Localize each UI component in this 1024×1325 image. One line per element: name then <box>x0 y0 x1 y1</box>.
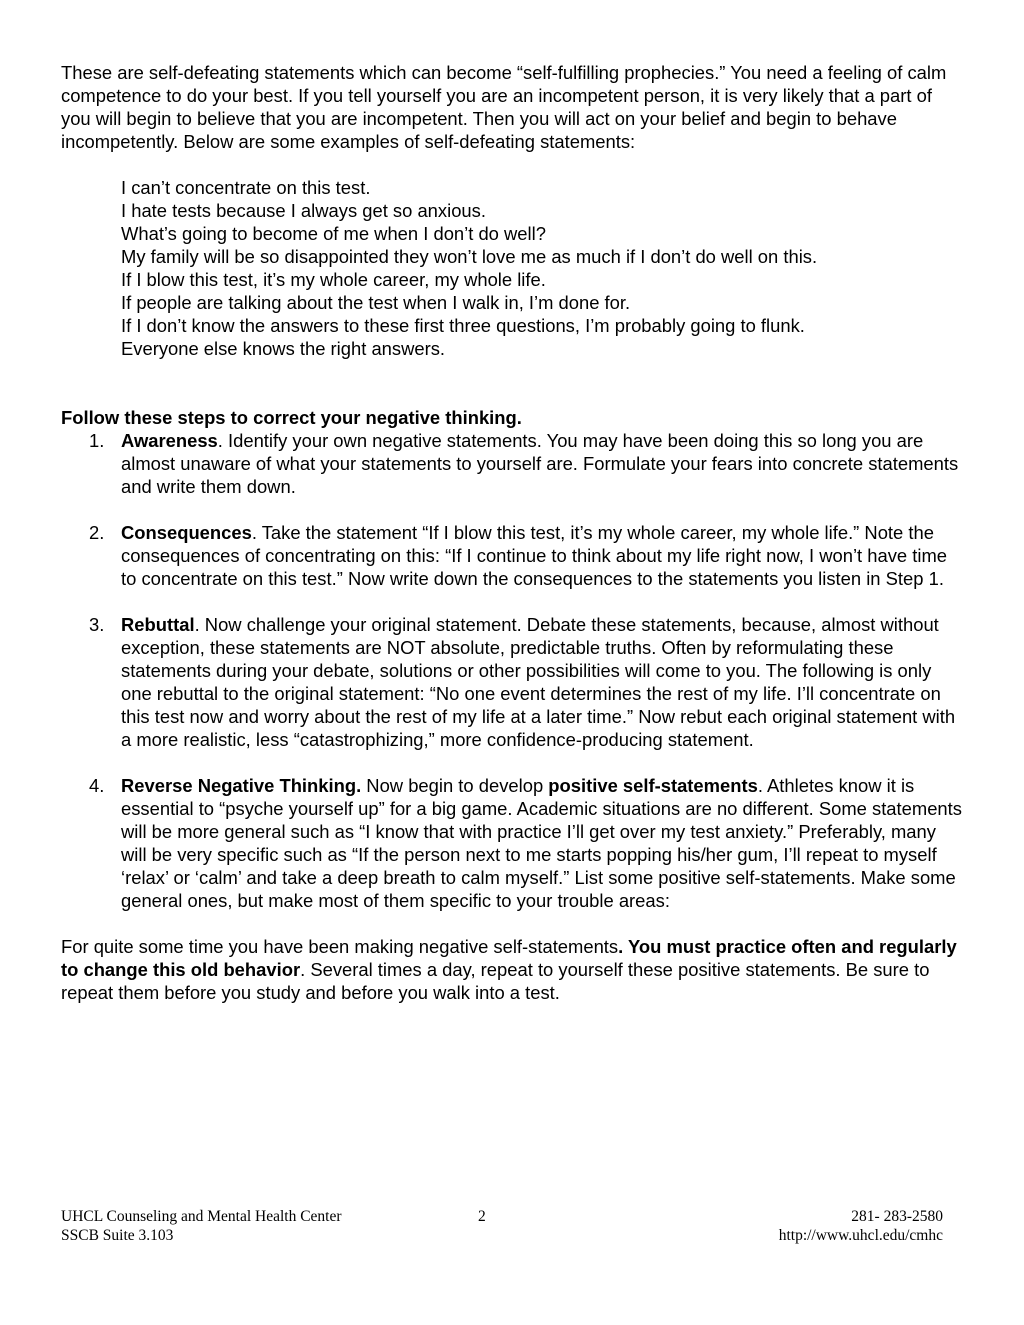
step-number: 2. <box>89 522 105 543</box>
example-statement: My family will be so disappointed they won’t love me as much if I don’t do well on this. <box>121 246 818 267</box>
step-text: . Now challenge your original statement. Debate these statements, because, almost without exception, these statements are NOT absolute, predictable truths. Often by reformulating these statements during your debate, solutions or other possibilities will come to you. The following is only one rebuttal to the original statement: “No one event determines the rest of my life. I’ll concentrate on this test now and worry about the rest of my life at a later time.” Now rebut each original statement with a more realistic, less “catastrophizing,” more confidence-producing statement. <box>121 614 956 750</box>
closing-text: s <box>608 936 619 957</box>
example-statement: I hate tests because I always get so anxious. <box>121 200 486 221</box>
step-number: 3. <box>89 614 105 635</box>
step-text: . Athletes know it is essential to “psyche yourself up” for a big game. Academic situations are no different. Some statements will be more general such as “I know that with practice I’ll get over my test anxiety.” Preferably, many will be very specific such as “If the person next to me starts popping his/her gum, I’ll repeat to myself ‘relax’ or ‘calm’ and take a deep breath to calm myself.” List some positive self-statements. Make some general ones, but make most of them specific to your trouble areas: <box>121 775 962 911</box>
example-statement: If I don’t know the answers to these first three questions, I’m probably going to flunk. <box>121 315 805 336</box>
self-defeating-examples <box>121 176 966 360</box>
example-statement: If I blow this test, it’s my whole career, my whole life. <box>121 269 546 290</box>
step-item <box>61 521 966 590</box>
example-statement: What’s going to become of me when I don’t do well? <box>121 223 546 244</box>
step-number: 1. <box>89 430 105 451</box>
step-title: Reverse Negative Thinking. <box>121 775 362 796</box>
closing-emphasis: . You must practice often and regularly to change this old behavior <box>61 936 957 980</box>
page-footer <box>61 1207 943 1245</box>
step-number: 4. <box>89 775 105 796</box>
closing-text: For quite some time you have been making negative self-statement <box>61 936 609 957</box>
step-item <box>61 429 966 498</box>
intro-paragraph: These are self-defeating statements which can become “self-fulfilling prophecies.” You need a feeling of calm competence to do your best. If you tell yourself you are an incompetent person, it is very likely that a part of you will begin to believe that you are incompetent. Then you will act on your belief and begin to behave incompetently. Below are some examples of self-defeating statements: <box>61 62 947 152</box>
step-text: . Take the statement “If I blow this test, it’s my whole career, my whole life.” Note the consequences of concentrating on this: “If I continue to think about my life right now, I won’t have time to concentrate on this test.” Now write down the consequences to the statements you listen in Step 1. <box>121 522 947 589</box>
step-bold-phrase: positive self-statements <box>548 775 758 796</box>
step-item <box>61 613 966 751</box>
step-title: Consequences <box>121 522 252 543</box>
closing-text: . Several times a day, repeat to yourself these positive statements. Be sure to repeat them before you study and before you walk into a test. <box>61 959 930 1003</box>
steps-list <box>61 429 966 912</box>
document-page <box>61 61 966 1004</box>
step-text: . Identify your own negative statements. You may have been doing this so long you are almost unaware of what your statements to yourself are. Formulate your fears into concrete statements and write them down. <box>121 430 959 497</box>
step-title: Awareness <box>121 430 218 451</box>
page-number: 2 <box>478 1208 486 1225</box>
closing-paragraph <box>61 935 966 1004</box>
example-statement: I can’t concentrate on this test. <box>121 177 371 198</box>
footer-org: UHCL Counseling and Mental Health Center <box>61 1208 342 1225</box>
example-statement: Everyone else knows the right answers. <box>121 338 446 359</box>
footer-location: SSCB Suite 3.103 <box>61 1227 174 1244</box>
step-item <box>61 774 966 912</box>
footer-phone: 281- 283-2580 <box>851 1208 943 1225</box>
footer-url[interactable]: http://www.uhcl.edu/cmhc <box>778 1227 943 1244</box>
step-text: Now begin to develop <box>361 775 549 796</box>
example-statement: If people are talking about the test when I walk in, I’m done for. <box>121 292 631 313</box>
steps-heading: Follow these steps to correct your negative thinking. <box>61 407 522 428</box>
step-title: Rebuttal <box>121 614 195 635</box>
